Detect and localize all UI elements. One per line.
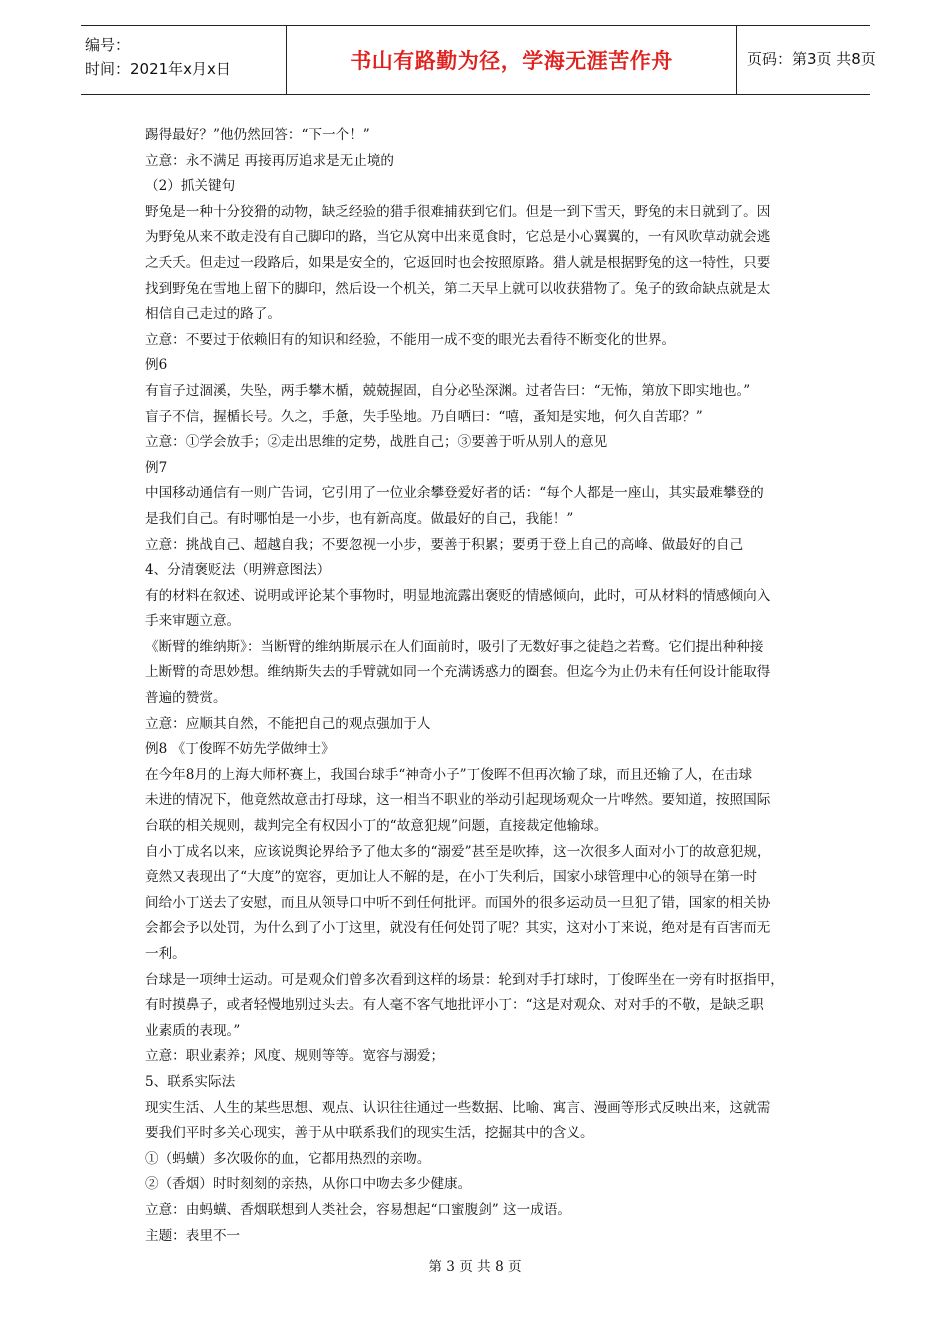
text-line: 4、分清褒贬法（明辨意图法） <box>145 562 331 579</box>
footer-page-number: 第 3 页 共 8 页 <box>428 1259 522 1275</box>
text-line: 盲子不信，握楯长号。久之，手惫，失手坠地。乃自哂曰：“嘻，蚤知是实地，何久自苦耶？” <box>145 408 703 425</box>
text-line: 未进的情况下，他竟然故意击打母球，这一相当不职业的举动引起现场观众一片哗然。要知道，按照国际 <box>145 792 771 809</box>
text-line: 有的材料在叙述、说明或评论某个事物时，明显地流露出褒贬的情感倾向，此时，可从材料的情感倾向入 <box>145 587 771 604</box>
text-line: 找到野兔在雪地上留下的脚印，然后设一个机关，第二天早上就可以收获猎物了。兔子的致命缺点就是太 <box>145 280 771 297</box>
text-line: 例8 《丁俊晖不妨先学做绅士》 <box>145 741 335 758</box>
text-line: 踢得最好？”他仍然回答：“下一个！” <box>145 127 370 143</box>
text-line: 业素质的表现。” <box>145 1022 241 1039</box>
text-line: 为野兔从来不敢走没有自己脚印的路，当它从窝中出来觅食时，它总是小心翼翼的，一有风吹草动就会逃 <box>145 229 771 246</box>
text-line: 台球是一项绅士运动。可是观众们曾多次看到这样的场景：轮到对手打球时，丁俊晖坐在一旁有时抠指甲， <box>145 971 784 988</box>
text-line: 上断臂的奇思妙想。维纳斯失去的手臂就如同一个充满诱惑力的圈套。但迄今为止仍未有任何设计能取得 <box>145 664 771 681</box>
text-line: 立意：不要过于依赖旧有的知识和经验，不能用一成不变的眼光去看待不断变化的世界。 <box>145 331 676 348</box>
text-line: 手来审题立意。 <box>145 613 241 630</box>
text-line: ①（蚂蟥）多次吸你的血，它都用热烈的亲吻。 <box>145 1150 431 1167</box>
text-line: 间给小丁送去了安慰，而且从领导口中听不到任何批评。而国外的很多运动员一旦犯了错，国家的相关协 <box>145 894 771 911</box>
text-line: 主题：表里不一 <box>145 1227 241 1244</box>
text-line: 有时摸鼻子，或者轻慢地别过头去。有人毫不客气地批评小丁：“这是对观众、对对手的不敬，是缺乏职 <box>145 997 764 1014</box>
text-line: 立意：职业素养；风度、规则等等。宽容与溺爱； <box>145 1048 445 1065</box>
text-line: 立意：永不满足 再接再厉追求是无止境的 <box>145 152 395 169</box>
text-line: 野兔是一种十分狡猾的动物，缺乏经验的猎手很难捕获到它们。但是一到下雪天，野兔的末日就到了。因 <box>145 203 771 220</box>
text-line: 是我们自己。有时哪怕是一小步，也有新高度。做最好的自己，我能！” <box>145 510 574 527</box>
text-line: 有盲子过涸溪，失坠，两手攀木楯，兢兢握固，自分必坠深渊。过者告曰：“无怖，第放下即实地也。” <box>145 382 751 399</box>
text-line: 中国移动通信有一则广告词，它引用了一位业余攀登爱好者的话：“每个人都是一座山，其实最难攀登的 <box>145 485 764 502</box>
text-line: 一利。 <box>145 946 186 962</box>
text-line: 之夭夭。但走过一段路后，如果是安全的，它返回时也会按照原路。猎人就是根据野兔的这一特性，只要 <box>145 254 771 271</box>
header-page-number: 页码：第3页 共8页 <box>747 50 876 68</box>
text-line: 例6 <box>145 357 168 374</box>
text-line: 例7 <box>145 459 168 476</box>
text-line: 竟然又表现出了“大度”的宽容，更加让人不解的是，在小丁失利后，国家小球管理中心的领导在第一时 <box>145 869 758 886</box>
text-line: （2）抓关键句 <box>145 178 236 195</box>
text-line: 5、联系实际法 <box>145 1073 236 1090</box>
text-line: 普遍的赞赏。 <box>145 690 227 707</box>
document-body <box>145 123 810 1249</box>
text-line: ②（香烟）时时刻刻的亲热，从你口中吻去多少健康。 <box>145 1176 472 1193</box>
text-line: 立意：挑战自己、超越自我；不要忽视一小步，要善于积累；要勇于登上自己的高峰、做最好的自己 <box>145 536 744 553</box>
header-left-cell <box>81 26 286 94</box>
text-line: 立意：由蚂蟥、香烟联想到人类社会，容易想起“口蜜腹剑” 这一成语。 <box>145 1201 572 1218</box>
text-line: 立意：应顺其自然，不能把自己的观点强加于人 <box>145 715 431 732</box>
text-line: 自小丁成名以来，应该说舆论界给予了他太多的“溺爱”甚至是吹捧，这一次很多人面对小丁的故意犯规， <box>145 843 771 860</box>
text-line: 立意：①学会放手；②走出思维的定势，战胜自己；③要善于听从别人的意见 <box>145 434 608 451</box>
text-line: 相信自己走过的路了。 <box>145 306 281 323</box>
header-motto: 书山有路勤为径，学海无涯苦作舟 <box>350 49 673 73</box>
text-line: 在今年8月的上海大师杯赛上，我国台球手“神奇小子”丁俊晖不但再次输了球，而且还输了人，在击球 <box>145 766 753 783</box>
text-line: 《断臂的维纳斯》：当断臂的维纳斯展示在人们面前时，吸引了无数好事之徒趋之若鹜。它们提出种种接 <box>145 638 764 655</box>
page-footer <box>0 1255 950 1275</box>
header-motto-cell <box>286 26 737 94</box>
text-line: 会都会予以处罚，为什么到了小丁这里，就没有任何处罚了呢？其实，这对小丁来说，绝对是有百害而无 <box>145 920 771 937</box>
header-right-cell <box>737 26 876 94</box>
text-line: 现实生活、人生的某些思想、观点、认识往往通过一些数据、比喻、寓言、漫画等形式反映出来，这就需 <box>145 1099 771 1116</box>
document-time-label: 时间：2021年x月x日 <box>85 60 231 78</box>
text-line: 要我们平时多关心现实，善于从中联系我们的现实生活，挖掘其中的含义。 <box>145 1125 594 1142</box>
document-number-label: 编号： <box>85 36 131 54</box>
page-header <box>81 25 876 95</box>
text-line: 台联的相关规则，裁判完全有权因小丁的“故意犯规”问题，直接裁定他输球。 <box>145 818 608 835</box>
